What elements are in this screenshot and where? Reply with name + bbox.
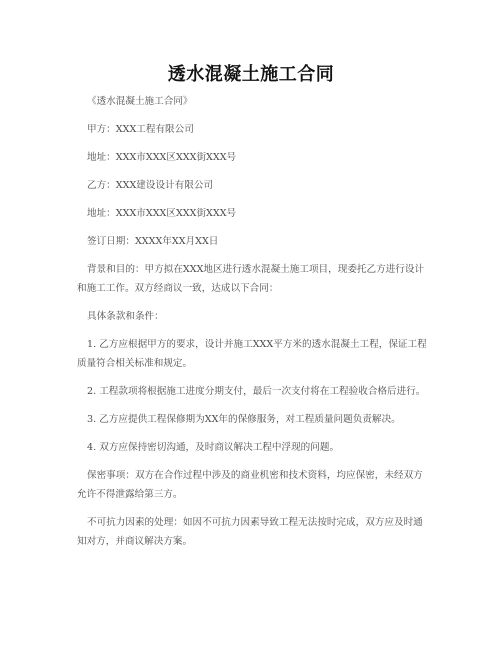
terms-heading-paragraph: 具体条款和条件： <box>87 311 164 322</box>
term-3-paragraph: 3. 乙方应提供工程保修期为XX年的保修服务，对工程质量问题负责解决。 <box>87 414 401 425</box>
term-2-paragraph: 2. 工程款项将根据施工进度分期支付，最后一次支付将在工程验收合格后进行。 <box>87 386 426 397</box>
signing-date-paragraph: 签订日期：XXXX年XX月XX日 <box>87 236 219 247</box>
force-majeure-paragraph: 不可抗力因素的处理：如因不可抗力因素导致工程无法按时完成，双方应及时通知对方，并商议解决方案。 <box>77 517 423 547</box>
term-1-paragraph: 1. 乙方应根据甲方的要求，设计并施工XXX平方米的透水混凝土工程，保证工程质量符合相关标准和规定。 <box>77 339 427 369</box>
party-b-address-paragraph: 地址：XXX市XXX区XXX街XXX号 <box>87 208 237 219</box>
term-4-paragraph: 4. 双方应保持密切沟通，及时商议解决工程中浮现的问题。 <box>87 442 340 453</box>
party-a-paragraph: 甲方：XXX工程有限公司 <box>87 124 194 135</box>
party-a-address-paragraph: 地址：XXX市XXX区XXX街XXX号 <box>87 152 237 163</box>
document-body <box>77 92 429 551</box>
document-title: 透水混凝土施工合同 <box>167 64 335 85</box>
background-paragraph: 背景和目的：甲方拟在XXX地区进行透水混凝土施工项目，现委托乙方进行设计和施工工作。双方经商议一致，达成以下合同： <box>77 264 425 294</box>
contract-name-paragraph: 《透水混凝土施工合同》 <box>87 96 193 107</box>
party-b-paragraph: 乙方：XXX建设设计有限公司 <box>87 180 214 191</box>
confidentiality-paragraph: 保密事项：双方在合作过程中涉及的商业机密和技术资料，均应保密，未经双方允许不得泄露给第三方。 <box>77 470 423 500</box>
